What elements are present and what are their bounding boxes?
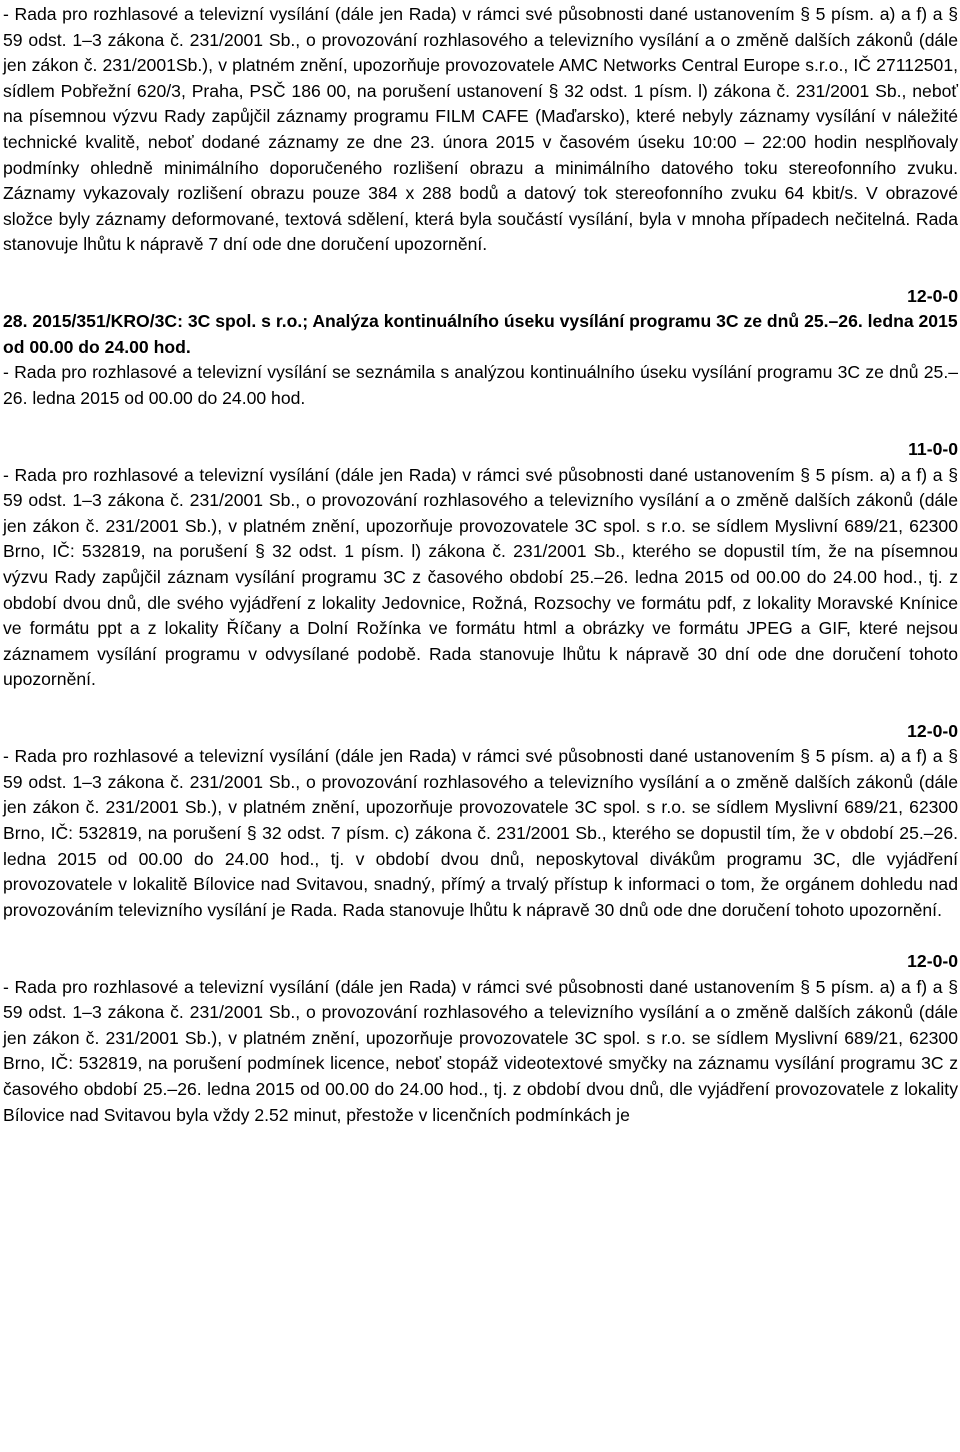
agenda-item-heading: 28. 2015/351/KRO/3C: 3C spol. s r.o.; Analýza kontinuálního úseku vysílání programu 3C ze dnů 25.–26. ledna 2015 od 00.00 do 24.00 hod. [3, 311, 958, 357]
paragraph-3c-warning-records: - Rada pro rozhlasové a televizní vysílání (dále jen Rada) v rámci své působnosti dané ustanovením § 5 písm. a) a f) a § 59 odst. 1–3 zákona č. 231/2001 Sb., o provozování rozhlasového a televizního vysílání a o změně dalších zákonů (dále jen zákon č. 231/2001 Sb.), v platném znění, upozorňuje provozovatele 3C spol. s r.o. se sídlem Myslivní 689/21, 62300 Brno, IČ: 532819, na porušení § 32 odst. 1 písm. l) zákona č. 231/2001 Sb., kterého se dopustil tím, že na písemnou výzvu Rady zapůjčil záznam vysílání programu 3C z časového období 25.–26. ledna 2015 od 00.00 do 24.00 hod., tj. z období dvou dnů, dle svého vyjádření z lokality Jedovnice, Rožná, Rozsochy ve formátu pdf, z lokality Moravské Knínice ve formátu ppt a z lokality Říčany a Dolní Rožínka ve formátu html a obrázky ve formátu JPEG a GIF, které nejsou záznamem vysílání programu v odvysílané podobě. Rada stanovuje lhůtu k nápravě 30 dní ode dne doručení tohoto upozornění. [3, 464, 958, 690]
vote-result: 12-0-0 [907, 720, 958, 741]
vote-result: 11-0-0 [908, 439, 958, 460]
paragraph-amc-warning: - Rada pro rozhlasové a televizní vysílání (dále jen Rada) v rámci své působnosti dané ustanovením § 5 písm. a) a f) a § 59 odst. 1–3 zákona č. 231/2001 Sb., o provozování rozhlasového a televizního vysílání a o změně dalších zákonů (dále jen zákon č. 231/2001Sb.), v platném znění, upozorňuje provozovatele AMC Networks Central Europe s.r.o., IČ 27112501, sídlem Pobřežní 620/3, Praha, PSČ 186 00, na porušení ustanovení § 32 odst. 1 písm. l) zákona č. 231/2001 Sb., neboť na písemnou výzvu Rady zapůjčil záznamy programu FILM CAFE (Maďarsko), které nebyly záznamy vysílání v náležité technické kvalitě, neboť dodané záznamy ze dne 23. února 2015 v časovém úseku 10:00 – 22:00 hodin nesplňovaly podmínky ohledně minimálního doporučeného rozlišení obrazu a minimálního datového toku stereofonního zvuku. Záznamy vykazovaly rozlišení obrazu pouze 384 x 288 bodů a datový tok stereofonního zvuku 64 kbit/s. V obrazové složce byly záznamy deformované, textová sdělení, která byla součástí vysílání, byla v mnoha případech nečitelná. Rada stanovuje lhůtu k nápravě 7 dní ode dne doručení upozornění. [3, 4, 958, 255]
paragraph-3c-warning-license: - Rada pro rozhlasové a televizní vysílání (dále jen Rada) v rámci své působnosti dané ustanovením § 5 písm. a) a f) a § 59 odst. 1–3 zákona č. 231/2001 Sb., o provozování rozhlasového a televizního vysílání a o změně dalších zákonů (dále jen zákon č. 231/2001 Sb.), v platném znění, upozorňuje provozovatele 3C spol. s r.o. se sídlem Myslivní 689/21, 62300 Brno, IČ: 532819, na porušení podmínek licence, neboť stopáž videotextové smyčky na záznamu vysílání programu 3C z časového období 25.–26. ledna 2015 od 00.00 do 24.00 hod., tj. z období dvou dnů, dle vyjádření provozovatele z lokality Bílovice nad Svitavou byla vždy 2.52 minut, přestože v licenčních podmínkách je [3, 976, 958, 1125]
paragraph-3c-warning-supervision: - Rada pro rozhlasové a televizní vysílání (dále jen Rada) v rámci své působnosti dané ustanovením § 5 písm. a) a f) a § 59 odst. 1–3 zákona č. 231/2001 Sb., o provozování rozhlasového a televizního vysílání a o změně dalších zákonů (dále jen zákon č. 231/2001 Sb.), v platném znění, upozorňuje provozovatele 3C spol. s r.o. se sídlem Myslivní 689/21, 62300 Brno, IČ: 532819, na porušení § 32 odst. 7 písm. c) zákona č. 231/2001 Sb., kterého se dopustil tím, že v období 25.–26. ledna 2015 od 00.00 do 24.00 hod., tj. v období dvou dnů, neposkytoval divákům programu 3C, dle vyjádření provozovatele v lokalitě Bílovice nad Svitavou, snadný, přímý a trvalý přístup k informaci o tom, že orgánem dohledu nad provozováním televizního vysílání je Rada. Rada stanovuje lhůtu k nápravě 30 dnů ode dne doručení tohoto upozornění. [3, 746, 958, 920]
vote-result: 12-0-0 [907, 285, 958, 306]
vote-result: 12-0-0 [907, 950, 958, 971]
paragraph-analysis-noted: - Rada pro rozhlasové a televizní vysílání se seznámila s analýzou kontinuálního úseku vysílání programu 3C ze dnů 25.–26. ledna 2015 od 00.00 do 24.00 hod. [3, 362, 958, 408]
document-page [3, 2, 958, 1128]
